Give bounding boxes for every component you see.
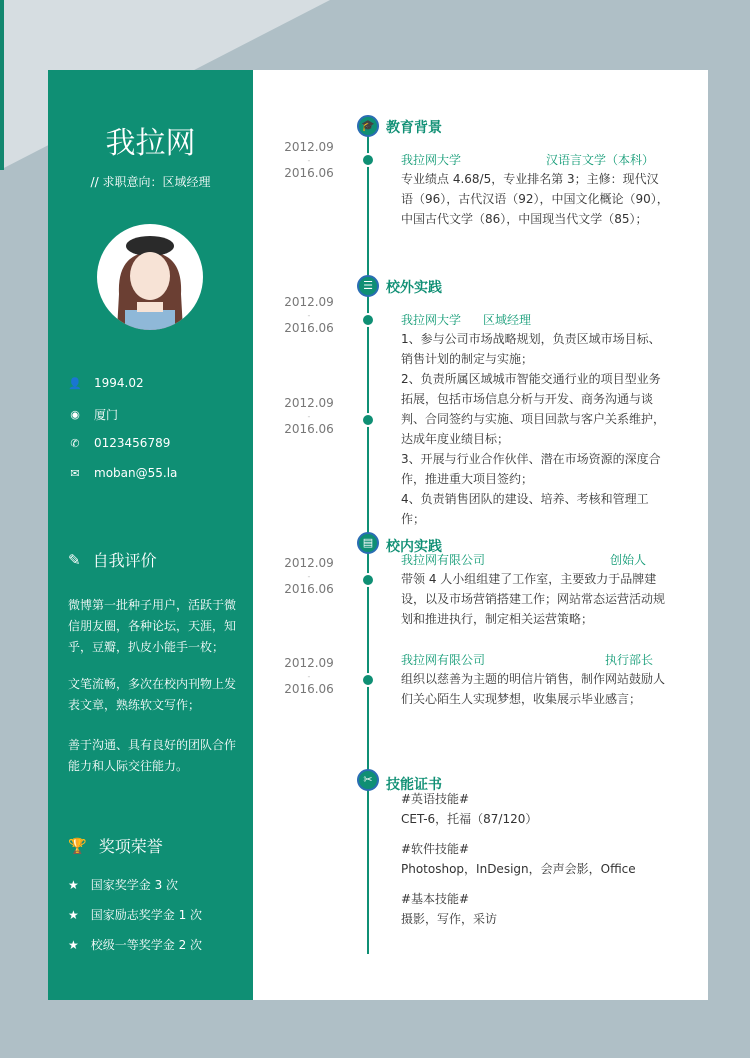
role: 创始人	[610, 553, 647, 567]
education-desc: 专业绩点 4.68/5，专业排名第 3；主修：现代汉语（96），古代汉语（92），中国文化概论（90），中国古代文学（86），中国现当代文学（85）；	[401, 172, 669, 226]
date-end: 2016.06	[284, 321, 334, 335]
external-title: 校外实践	[386, 280, 442, 296]
education-title: 教育背景	[386, 120, 442, 136]
calendar-icon: ▤	[357, 532, 379, 554]
city-text: 厦门	[94, 408, 119, 422]
skill-group-value: CET-6，托福（87/120）	[401, 812, 538, 826]
date-start: 2012.09	[284, 656, 334, 670]
major: 汉语言文学（本科）	[546, 153, 655, 167]
date-start: 2012.09	[284, 556, 334, 570]
internal-dates	[283, 557, 335, 596]
candidate-name: 我拉网	[105, 126, 196, 161]
skill-group-name: #软件技能#	[401, 842, 470, 856]
timeline-dot	[361, 153, 375, 167]
external-item: 2、负责所属区域城市智能交通行业的项目型业务拓展，包括市场信息分析与开发、商务沟通与谈判、合同签约与实施、项目回款与客户关系维护，达成年度业绩目标；	[401, 372, 666, 446]
tools-icon: ✂	[357, 769, 379, 791]
external-dates-2	[283, 397, 335, 436]
email	[68, 466, 177, 480]
date-end: 2016.06	[284, 682, 334, 696]
award-text: 国家奖学金 3 次	[90, 878, 179, 892]
timeline-dot	[361, 673, 375, 687]
date-sep: -	[307, 672, 311, 681]
role: 区域经理	[483, 313, 532, 327]
external-item: 1、参与公司市场战略规划，负责区域市场目标、销售计划的制定与实施；	[401, 332, 661, 366]
date-sep: -	[307, 412, 311, 421]
award-item	[68, 876, 178, 893]
email-text: moban@55.la	[94, 466, 178, 480]
skills-title: 技能证书	[386, 777, 442, 793]
phone	[68, 436, 170, 450]
date-start: 2012.09	[284, 295, 334, 309]
org-name: 我拉网有限公司	[401, 653, 486, 667]
school-name: 我拉网大学	[401, 153, 462, 167]
birth-date	[68, 376, 144, 390]
city	[68, 406, 118, 423]
skill-group-name: #基本技能#	[401, 892, 470, 906]
date-sep: -	[307, 311, 311, 320]
mail-icon: ✉	[70, 466, 80, 480]
phone-icon: ✆	[70, 436, 80, 450]
id-card-icon: ☰	[357, 275, 379, 297]
star-icon: ★	[68, 907, 79, 922]
internal-dates	[283, 657, 335, 696]
star-icon: ★	[68, 877, 79, 892]
timeline-dot	[361, 413, 375, 427]
education-dates	[283, 141, 335, 180]
self-eval-para: 文笔流畅，多次在校内刊物上发表文章，熟练软文写作；	[68, 677, 237, 712]
main-content	[253, 70, 708, 1000]
external-item: 4、负责销售团队的建设、培养、考核和管理工作；	[401, 492, 649, 526]
skill-group-value: 摄影，写作，采访	[401, 912, 498, 926]
external-items	[401, 329, 669, 529]
date-end: 2016.06	[284, 422, 334, 436]
date-sep: -	[307, 572, 311, 581]
self-eval-para: 微博第一批种子用户，活跃于微信朋友圈，各种论坛，天涯，知乎，豆瓣，扒皮小能手一枚；	[68, 598, 237, 654]
trophy-icon: 🏆	[68, 836, 87, 855]
award-item	[68, 936, 202, 953]
job-intent: // 求职意向：区域经理	[90, 175, 211, 189]
org-name: 我拉网有限公司	[401, 553, 486, 567]
timeline-dot	[361, 573, 375, 587]
skills-list	[401, 789, 669, 929]
role: 执行部长	[605, 653, 654, 667]
external-item: 3、开展与行业合作伙伴、潜在市场资源的深度合作，推进重大项目签约；	[401, 452, 661, 486]
timeline-dot	[361, 313, 375, 327]
award-text: 国家励志奖学金 1 次	[90, 908, 203, 922]
skill-group-value: Photoshop，InDesign，会声会影，Office	[401, 862, 636, 876]
award-item	[68, 906, 202, 923]
location-icon: ◉	[70, 408, 80, 421]
graduation-cap-icon: 🎓	[357, 115, 379, 137]
edit-icon: ✎	[68, 550, 81, 569]
person-icon: 👤	[68, 376, 82, 390]
date-start: 2012.09	[284, 140, 334, 154]
self-eval-para: 善于沟通、具有良好的团队合作能力和人际交往能力。	[68, 738, 237, 773]
award-text: 校级一等奖学金 2 次	[90, 938, 203, 952]
skill-group-name: #英语技能#	[401, 792, 470, 806]
self-eval-heading	[68, 548, 157, 571]
internal-desc: 带领 4 人小组组建了工作室，主要致力于品牌建设，以及市场营销搭建工作；网站常态运营活动规划和推进执行，制定相关运营策略；	[401, 572, 666, 626]
date-sep: -	[307, 156, 311, 165]
org-name: 我拉网大学	[401, 313, 462, 327]
internal-desc: 组织以慈善为主题的明信片销售，制作网站鼓励人们关心陌生人实现梦想，收集展示毕业感言；	[401, 672, 666, 706]
star-icon: ★	[68, 937, 79, 952]
background-accent	[0, 0, 4, 170]
sidebar	[48, 70, 253, 1000]
awards-heading	[68, 834, 163, 857]
phone-text: 0123456789	[94, 436, 171, 450]
self-eval-title: 自我评价	[92, 551, 157, 570]
internal-title: 校内实践	[386, 539, 442, 555]
date-start: 2012.09	[284, 396, 334, 410]
date-end: 2016.06	[284, 166, 334, 180]
avatar	[97, 224, 203, 330]
birth-text: 1994.02	[94, 376, 144, 390]
date-end: 2016.06	[284, 582, 334, 596]
external-dates	[283, 296, 335, 335]
awards-title: 奖项荣誉	[98, 837, 163, 856]
